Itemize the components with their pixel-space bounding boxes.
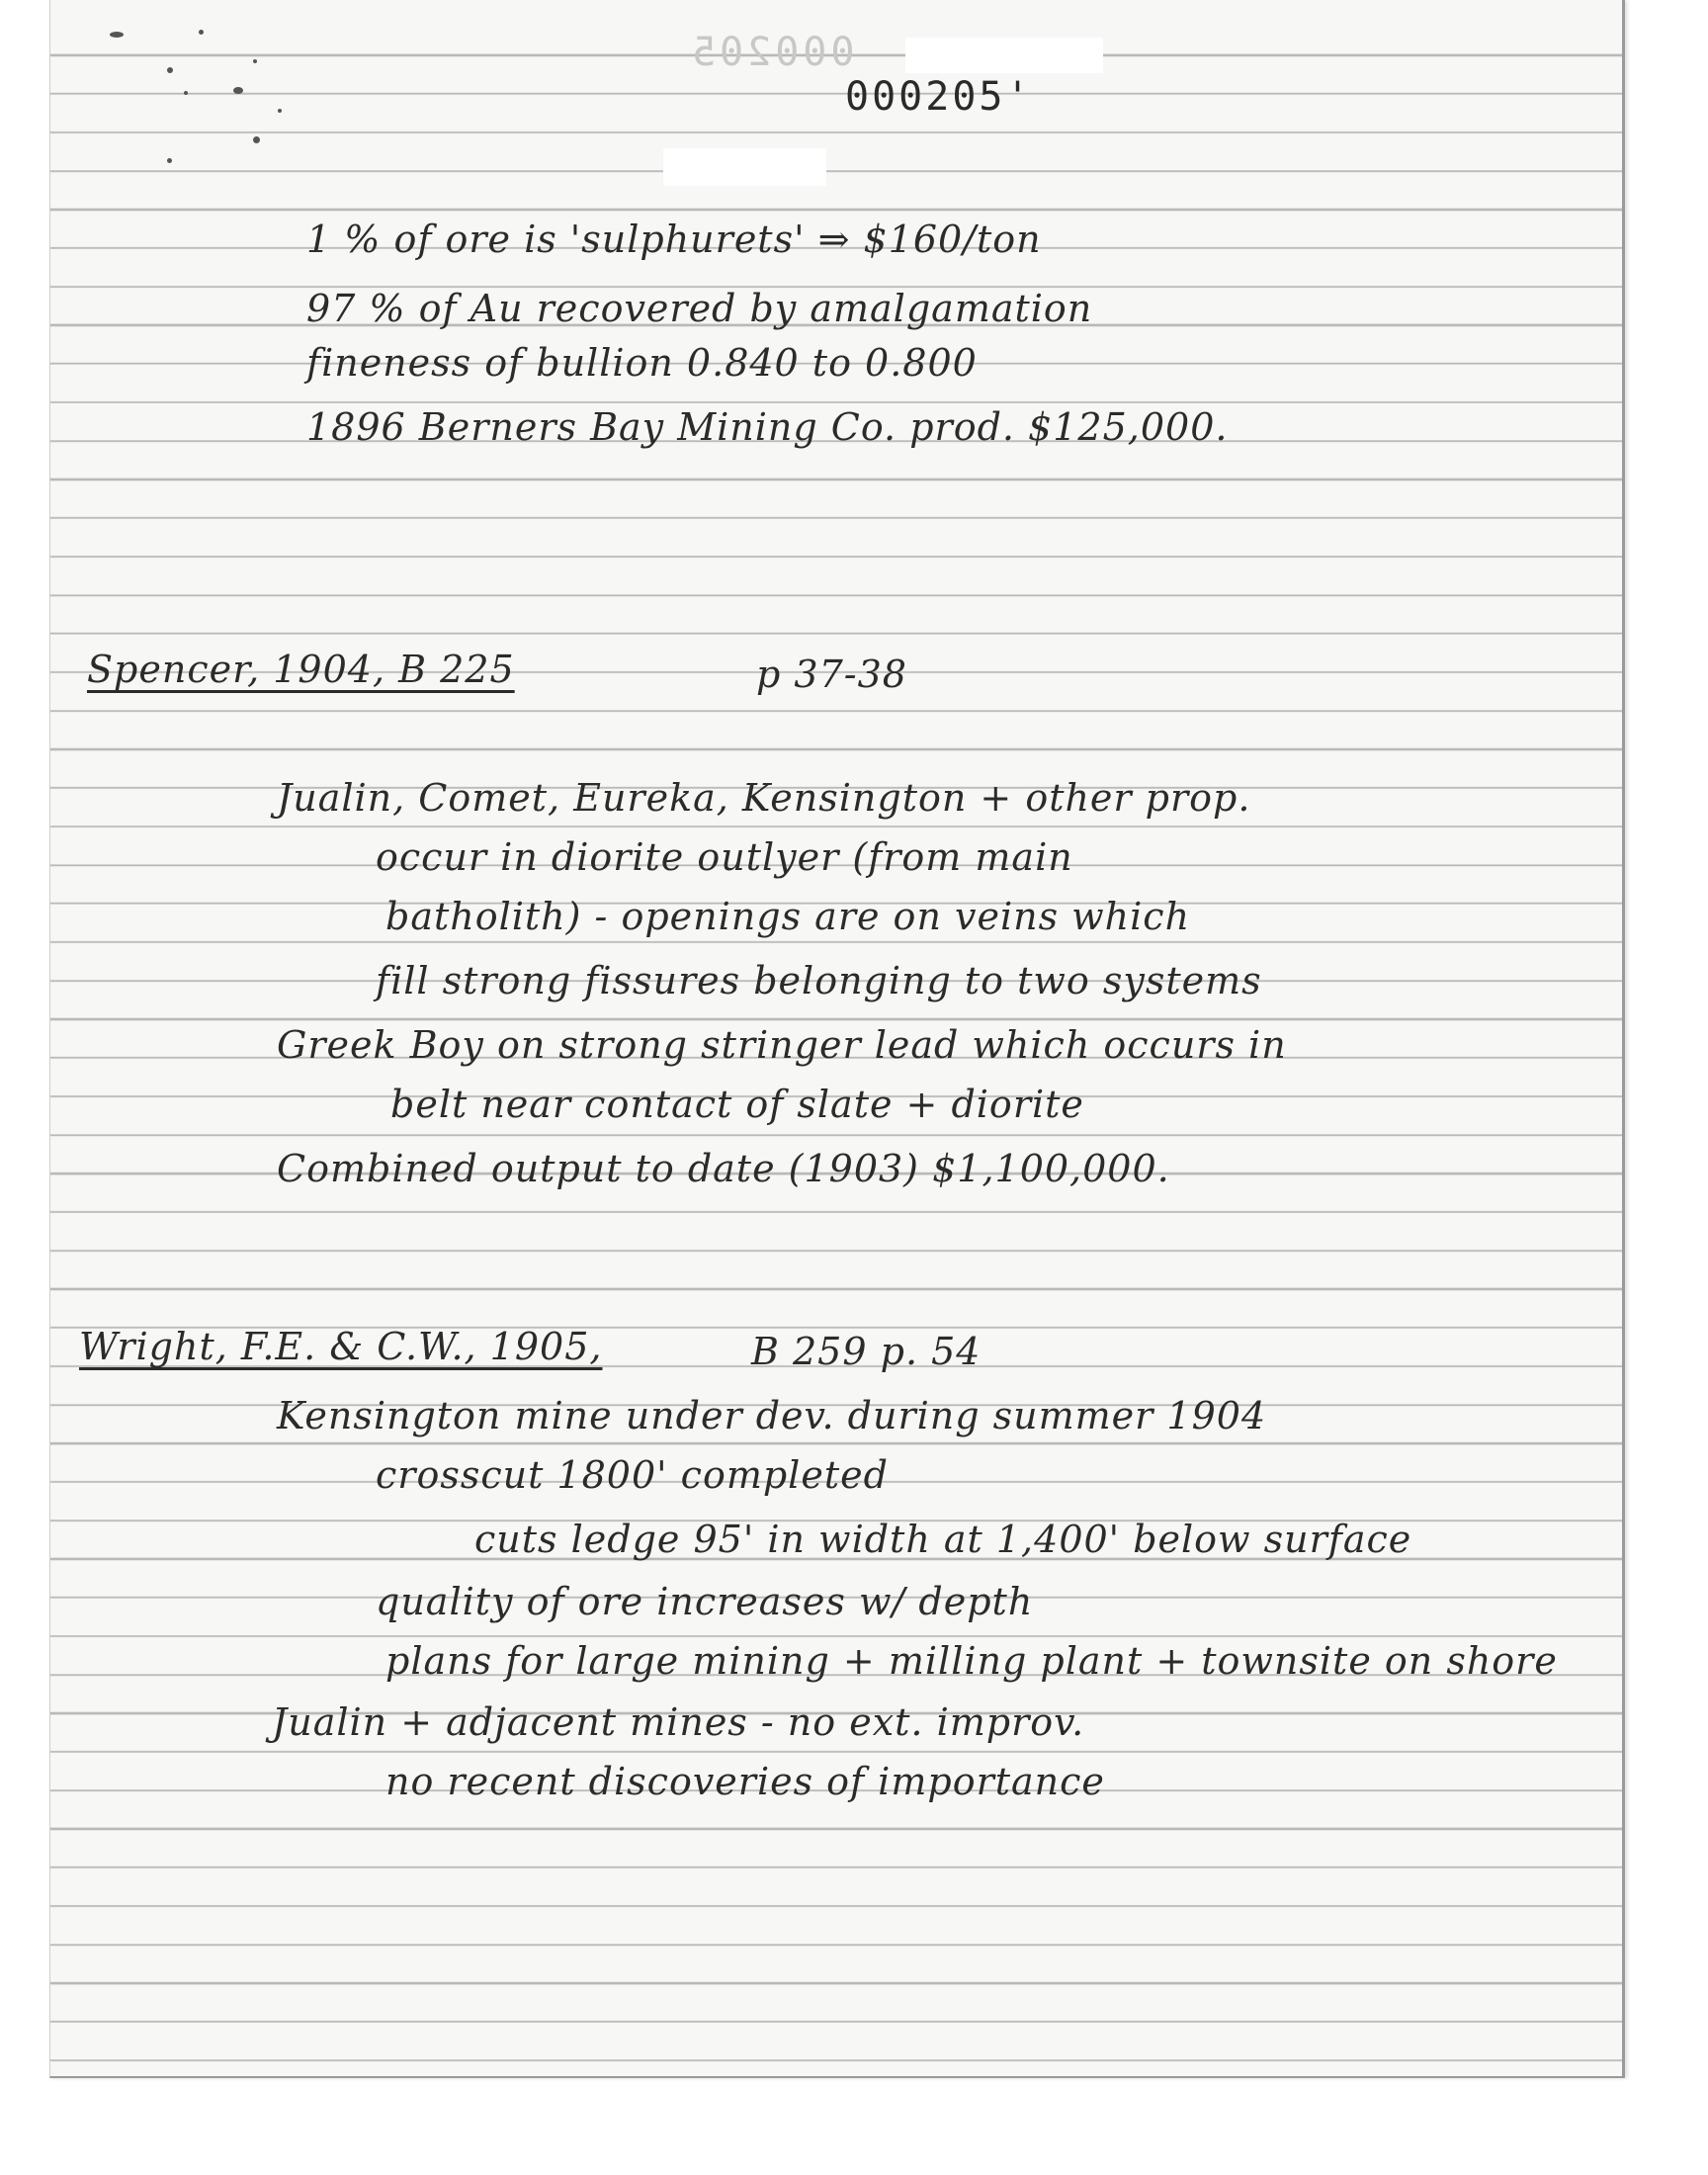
note-line: fineness of bullion 0.840 to 0.800	[306, 341, 978, 385]
ink-speck	[253, 136, 260, 143]
redaction-patch	[905, 38, 1103, 73]
note-line: 1896 Berners Bay Mining Co. prod. $125,000.	[306, 405, 1229, 449]
note-line: Jualin + adjacent mines - no ext. improv.	[272, 1700, 1085, 1744]
note-line: plans for large mining + milling plant + townsite on shore	[385, 1639, 1558, 1683]
bates-stamp: 000205'	[845, 74, 1033, 120]
note-line: Kensington mine under dev. during summer 1904	[277, 1394, 1267, 1437]
note-line: belt near contact of slate + diorite	[390, 1083, 1084, 1126]
note-line: 1 % of ore is 'sulphurets' ⇒ $160/ton	[306, 218, 1042, 261]
page-reference: B 259 p. 54	[751, 1330, 982, 1373]
note-line: 97 % of Au recovered by amalgamation	[306, 287, 1093, 330]
note-line: batholith) - openings are on veins which	[385, 895, 1191, 938]
note-line: cuts ledge 95' in width at 1,400' below surface	[474, 1518, 1412, 1561]
reference-heading: Spencer, 1904, B 225	[87, 648, 515, 691]
reference-heading: Wright, F.E. & C.W., 1905,	[79, 1325, 603, 1368]
redaction-patch	[663, 148, 826, 186]
page-reference: p 37-38	[756, 652, 907, 696]
note-line: fill strong fissures belonging to two systems	[376, 959, 1262, 1002]
note-line: quality of ore increases w/ depth	[376, 1580, 1034, 1623]
note-line: crosscut 1800' completed	[376, 1453, 889, 1497]
note-line: Jualin, Comet, Eureka, Kensington + other prop.	[277, 776, 1251, 820]
note-line: occur in diorite outlyer (from main	[376, 835, 1073, 879]
note-line: no recent discoveries of importance	[385, 1760, 1105, 1803]
ink-speck	[233, 87, 243, 94]
note-line: Greek Boy on strong stringer lead which occurs in	[277, 1023, 1287, 1067]
bleed-through-number: 000205	[688, 30, 855, 75]
ink-speck	[199, 30, 204, 35]
ink-speck	[253, 59, 257, 63]
note-line: Combined output to date (1903) $1,100,000.	[277, 1147, 1170, 1190]
ink-speck	[167, 158, 172, 163]
ink-speck	[110, 32, 124, 38]
ink-speck	[167, 67, 173, 73]
ink-speck	[278, 109, 282, 113]
ink-speck	[184, 91, 188, 95]
